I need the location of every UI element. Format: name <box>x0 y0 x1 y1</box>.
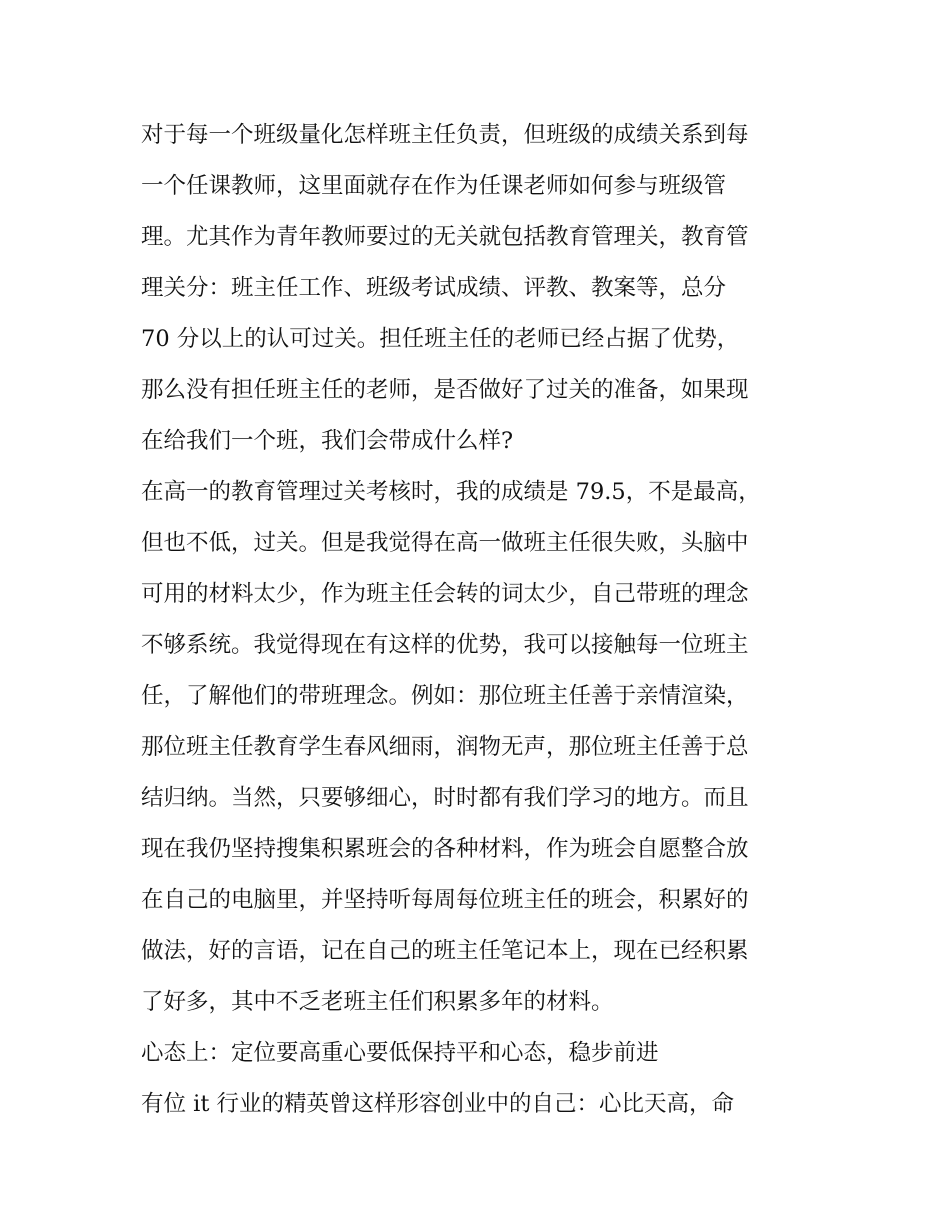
text-line: 任，了解他们的带班理念。例如：那位班主任善于亲情渲染， <box>141 683 749 709</box>
text-line: 对于每一个班级量化怎样班主任负责，但班级的成绩关系到每 <box>141 122 749 148</box>
text-line: 在自己的电脑里，并坚持听每周每位班主任的班会，积累好的 <box>141 887 749 913</box>
text-line: 心态上：定位要高重心要低保持平和心态，稳步前进 <box>141 1040 659 1066</box>
text-line: 那么没有担任班主任的老师，是否做好了过关的准备，如果现 <box>141 377 749 403</box>
text-line: 理。尤其作为青年教师要过的无关就包括教育管理关，教育管 <box>141 224 749 250</box>
text-line: 那位班主任教育学生春风细雨，润物无声，那位班主任善于总 <box>141 734 749 760</box>
text-line: 不够系统。我觉得现在有这样的优势，我可以接触每一位班主 <box>141 632 749 658</box>
document-body <box>141 110 821 1130</box>
text-line: 现在我仍坚持搜集积累班会的各种材料，作为班会自愿整合放 <box>141 836 749 862</box>
text-line: 了好多，其中不乏老班主任们积累多年的材料。 <box>141 989 614 1015</box>
text-line: 在高一的教育管理过关考核时，我的成绩是 79.5，不是最高， <box>141 479 761 505</box>
text-line: 有位 it 行业的精英曾这样形容创业中的自己：心比天高，命 <box>141 1091 735 1117</box>
text-line: 理关分：班主任工作、班级考试成绩、评教、教案等，总分 <box>141 275 727 301</box>
text-line: 70 分以上的认可过关。担任班主任的老师已经占据了优势， <box>141 326 740 352</box>
text-line: 一个任课教师，这里面就存在作为任课老师如何参与班级管 <box>141 173 727 199</box>
text-line: 可用的材料太少，作为班主任会转的词太少，自己带班的理念 <box>141 581 749 607</box>
text-line: 在给我们一个班，我们会带成什么样? <box>141 428 514 454</box>
text-line: 但也不低，过关。但是我觉得在高一做班主任很失败，头脑中 <box>141 530 749 556</box>
text-line: 结归纳。当然，只要够细心，时时都有我们学习的地方。而且 <box>141 785 749 811</box>
text-line: 做法，好的言语，记在自己的班主任笔记本上，现在已经积累 <box>141 938 749 964</box>
